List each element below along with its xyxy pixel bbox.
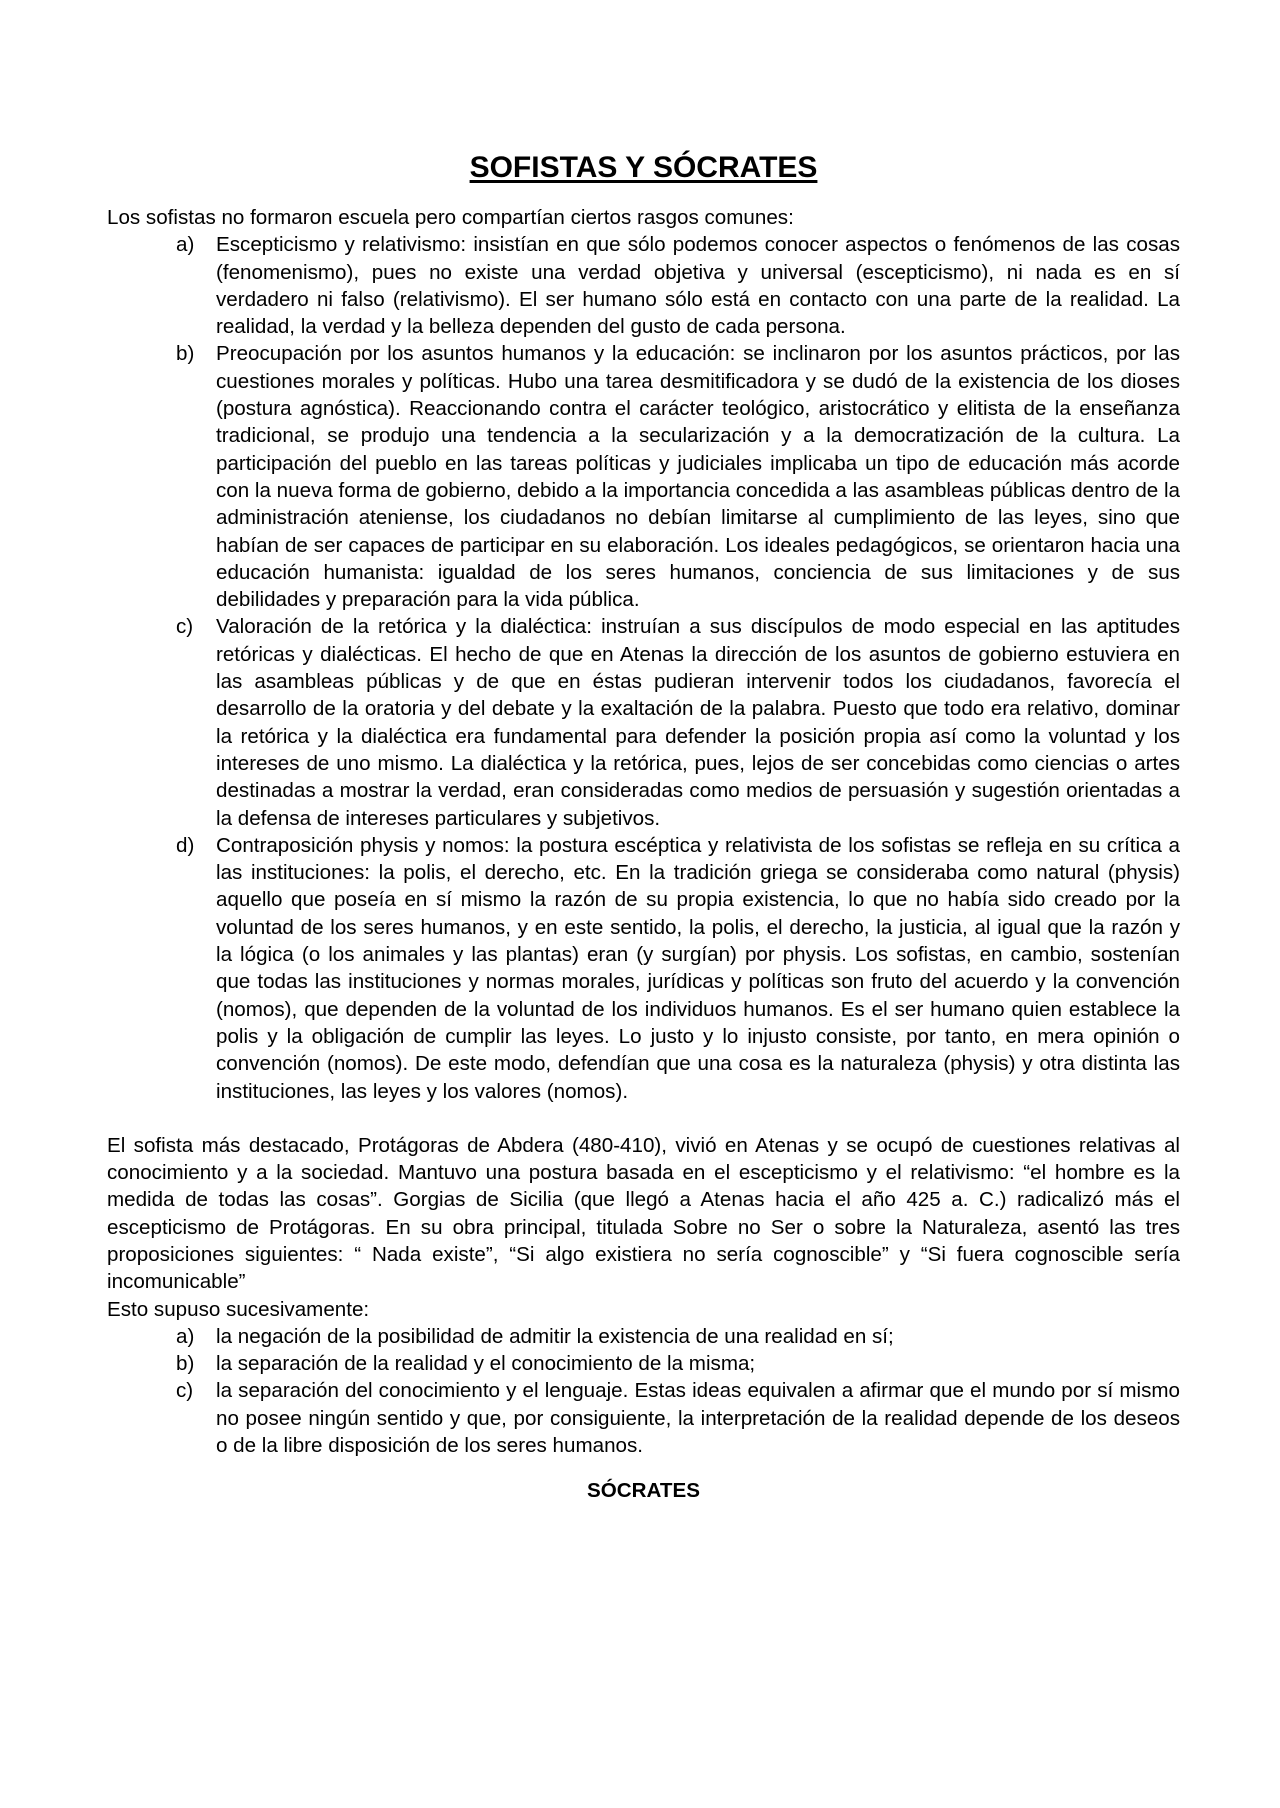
list-item-text: Preocupación por los asuntos humanos y la educación: se inclinaron por los asuntos prácticos, por las cuestiones morales y políticas. Hubo una tarea desmitificadora y se dudó de la existencia de los dioses (postura agnóstica). Reaccionando contra el carácter teológico, aristocrático y elitista de la enseñanza tradicional, se produjo una tendencia a la secularización y a la democratización de la cultura. La participación del pueblo en las tareas políticas y judiciales implicaba un tipo de educación más acorde con la nueva forma de gobierno, debido a la importancia concedida a las asambleas públicas dentro de la administración ateniense, los ciudadanos no debían limitarse al cumplimiento de las leyes, sino que habían de ser capaces de participar en su elaboración. Los ideales pedagógicos, se orientaron hacia una educación humanista: igualdad de los seres humanos, conciencia de sus limitaciones y de sus debilidades y preparación para la vida pública. <box>216 342 1180 612</box>
list-marker: a) <box>176 1324 195 1348</box>
consequences-list <box>107 1323 1180 1459</box>
list-item-text: Valoración de la retórica y la dialéctica: instruían a sus discípulos de modo especial en las aptitudes retóricas y dialécticas. El hecho de que en Atenas la dirección de los asuntos de gobierno estuviera en las asambleas públicas y de que en éstas pudieran intervenir todos los ciudadanos, favorecía el desarrollo de la oratoria y del debate y la exaltación de la palabra. Puesto que todo era relativo, dominar la retórica y la dialéctica era fundamental para defender la posición propia así como la voluntad y los intereses de uno mismo. La dialéctica y la retórica, pues, lejos de ser concebidas como ciencias o artes destinadas a mostrar la verdad, eran consideradas como medios de persuasión y sugestión orientadas a la defensa de intereses particulares y subjetivos. <box>216 615 1180 830</box>
protagoras-paragraph: El sofista más destacado, Protágoras de Abdera (480-410), vivió en Atenas y se ocupó de cuestiones relativas al conocimiento y a la sociedad. Mantuvo una postura basada en el escepticismo y el relativismo: “el hombre es la medida de todas las cosas”. Gorgias de Sicilia (que llegó a Atenas hacia el año 425 a. C.) radicalizó más el escepticismo de Protágoras. En su obra principal, titulada Sobre no Ser o sobre la Naturaleza, asentó las tres proposiciones siguientes: “ Nada existe”, “Si algo existiera no sería cognoscible” y “Si fuera cognoscible sería incomunicable” <box>107 1133 1180 1294</box>
intro-text: Los sofistas no formaron escuela pero compartían ciertos rasgos comunes: <box>107 206 794 229</box>
list-item-text: la separación del conocimiento y el lenguaje. Estas ideas equivalen a afirmar que el mundo por sí mismo no posee ningún sentido y que, por consiguiente, la interpretación de la realidad depende de los deseos o de la libre disposición de los seres humanos. <box>216 1379 1180 1458</box>
list-marker: c) <box>176 1379 194 1403</box>
list-item-text: la separación de la realidad y el conocimiento de la misma; <box>216 1352 756 1376</box>
document-body <box>107 150 1180 1505</box>
list-item <box>107 231 1180 340</box>
list-item <box>107 832 1180 1105</box>
list-marker: a) <box>176 233 195 257</box>
list-item <box>107 613 1180 831</box>
list-item <box>107 340 1180 613</box>
page-title: SOFISTAS Y SÓCRATES <box>469 151 818 184</box>
list-item <box>107 1377 1180 1459</box>
list-marker: d) <box>176 833 195 857</box>
section-heading-socrates: SÓCRATES <box>587 1479 700 1503</box>
consequences-lead: Esto supuso sucesivamente: <box>107 1297 370 1321</box>
list-item <box>107 1323 1180 1350</box>
list-item-text: Escepticismo y relativismo: insistían en que sólo podemos conocer aspectos o fenómenos de las cosas (fenomenismo), pues no existe una verdad objetiva y universal (escepticismo), ni nada es en sí verdadero ni falso (relativismo). El ser humano sólo está en contacto con una parte de la realidad. La realidad, la verdad y la belleza dependen del gusto de cada persona. <box>216 233 1180 339</box>
sophist-traits-list <box>107 231 1180 1105</box>
list-item-text: la negación de la posibilidad de admitir la existencia de una realidad en sí; <box>216 1324 894 1348</box>
list-item-text: Contraposición physis y nomos: la postura escéptica y relativista de los sofistas se refleja en su crítica a las instituciones: la polis, el derecho, etc. En la tradición griega se consideraba como natural (physis) aquello que poseía en sí mismo la razón de su propia existencia, lo que no había sido creado por la voluntad de los seres humanos, y en este sentido, la polis, el derecho, la justicia, al igual que la razón y la lógica (o los animales y las plantas) eran (y surgían) por physis. Los sofistas, en cambio, sostenían que todas las instituciones y normas morales, jurídicas y políticas son fruto del acuerdo y la convención (nomos), que dependen de la voluntad de los individuos humanos. Es el ser humano quien establece la polis y la obligación de cumplir las leyes. Lo justo y lo injusto consiste, por tanto, en mera opinión o convención (nomos). De este modo, defendían que una cosa es la naturaleza (physis) y otra distinta las instituciones, las leyes y los valores (nomos). <box>216 833 1180 1103</box>
list-marker: b) <box>176 342 195 366</box>
list-marker: c) <box>176 615 194 639</box>
list-item <box>107 1350 1180 1377</box>
list-marker: b) <box>176 1352 195 1376</box>
